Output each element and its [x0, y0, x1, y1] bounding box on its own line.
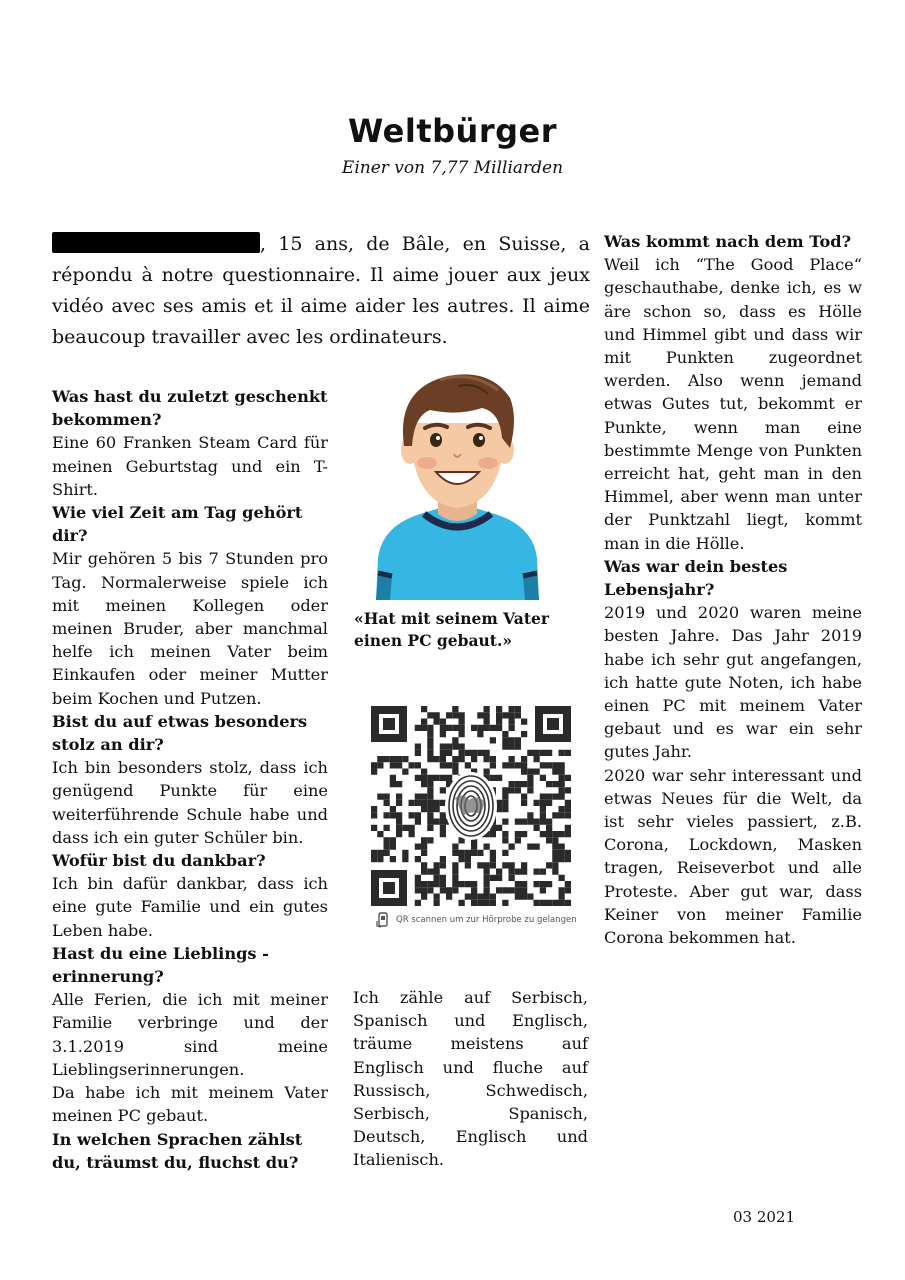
question-grateful: Wofür bist du dankbar?: [52, 851, 266, 871]
question-languages: In welchen Sprachen zählst du, träumst du, fluchst du?: [52, 1129, 303, 1172]
answer-best-year: 2019 und 2020 waren meine besten Jahre. Das Jahr 2019 habe ich sehr gut angefangen, ich hatte gute Noten, ich habe einen PC mit meinem Vater gebaut und es war ein sehr gutes Jahr.: [604, 603, 862, 762]
qr-code[interactable]: [371, 706, 571, 906]
boy-avatar-illustration: [370, 368, 545, 606]
phone-scan-icon: [376, 912, 390, 928]
question-favourite-memory: Hast du eine Lieblings - erinnerung?: [52, 943, 269, 987]
answer-time-per-day: Mir gehören 5 bis 7 Stunden pro Tag. Normalerweise spiele ich mit meinen Kollegen oder meinen Bruder, aber manchmal helfe ich meinen Vater beim Einkaufen oder meiner Mutter beim Kochen und Putzen.: [52, 549, 328, 708]
issue-date: 03 2021: [733, 1208, 796, 1226]
middle-column-text: [353, 986, 588, 1172]
question-best-year: Was war dein bestes Lebensjahr?: [604, 556, 788, 600]
answer-last-gift: Eine 60 Franken Steam Card für meinen Geburtstag und ein T-Shirt.: [52, 433, 328, 499]
question-last-gift: Was hast du zuletzt geschenkt bekommen?: [52, 387, 328, 430]
question-proud: Bist du auf etwas besonders stolz an dir?: [52, 711, 308, 755]
answer-languages: Ich zähle auf Serbisch, Spanisch und Englisch, träume meistens auf Englisch und fluche auf Russisch, Schwedisch, Serbisch, Spanisch, Deutsch, Englisch und Italienisch.: [353, 988, 588, 1170]
qr-caption: QR scannen um zur Hörprobe zu gelangen: [396, 915, 577, 925]
question-after-death: Was kommt nach dem Tod?: [604, 232, 852, 251]
question-time-per-day: Wie viel Zeit am Tag gehört dir?: [52, 503, 303, 546]
left-column: [52, 385, 328, 1174]
intro-paragraph: [52, 229, 590, 353]
redacted-name-block: [52, 232, 260, 253]
answer-favourite-memory: Alle Ferien, die ich mit meiner Familie verbringe und der 3.1.2019 sind meine Lieblingserinnerungen.: [52, 990, 328, 1079]
answer-proud: Ich bin besonders stolz, dass ich genügend Punkte für eine weiterführende Schule habe und dass ich ein guter Schüler bin.: [52, 758, 328, 847]
answer-best-year-2: 2020 war sehr interessant und etwas Neues für die Welt, da ist sehr vieles passiert, z.B. Corona, Lockdown, Masken tragen, Reiseverbot und alle Proteste. Aber gut war, dass Keiner von meiner Familie Corona bekommen hat.: [604, 765, 862, 948]
right-column: [604, 230, 862, 949]
page-title: Weltbürger: [348, 112, 557, 150]
answer-after-death: Weil ich “The Good Place“ geschauthabe, denke ich, es w äre schon so, dass es Hölle und Himmel gibt und dass wir mit Punkten zugeordnet werden. Also wenn jemand etwas Gutes tut, bekommt er Punkte, wenn man eine bestimmte Menge von Punkten erreicht hat, geht man in den Himmel, aber wenn man unter der Punktzahl liegt, kommt man in die Hölle.: [604, 255, 862, 553]
intro-text: , 15 ans, de Bâle, en Suisse, a répondu à notre questionnaire. Il aime jouer aux jeux vidéo avec ses amis et il aime aider les autres. Il aime beaucoup travailler avec les ordinateurs.: [52, 233, 590, 348]
answer-favourite-memory-2: Da habe ich mit meinem Vater meinen PC gebaut.: [52, 1083, 328, 1126]
page-subtitle: Einer von 7,77 Milliarden: [341, 158, 564, 178]
answer-grateful: Ich bin dafür dankbar, dass ich eine gute Familie und ein gutes Leben habe.: [52, 874, 328, 940]
avatar-caption: «Hat mit seinem Vater einen PC gebaut.»: [354, 609, 550, 650]
qr-caption-row: [376, 912, 577, 928]
